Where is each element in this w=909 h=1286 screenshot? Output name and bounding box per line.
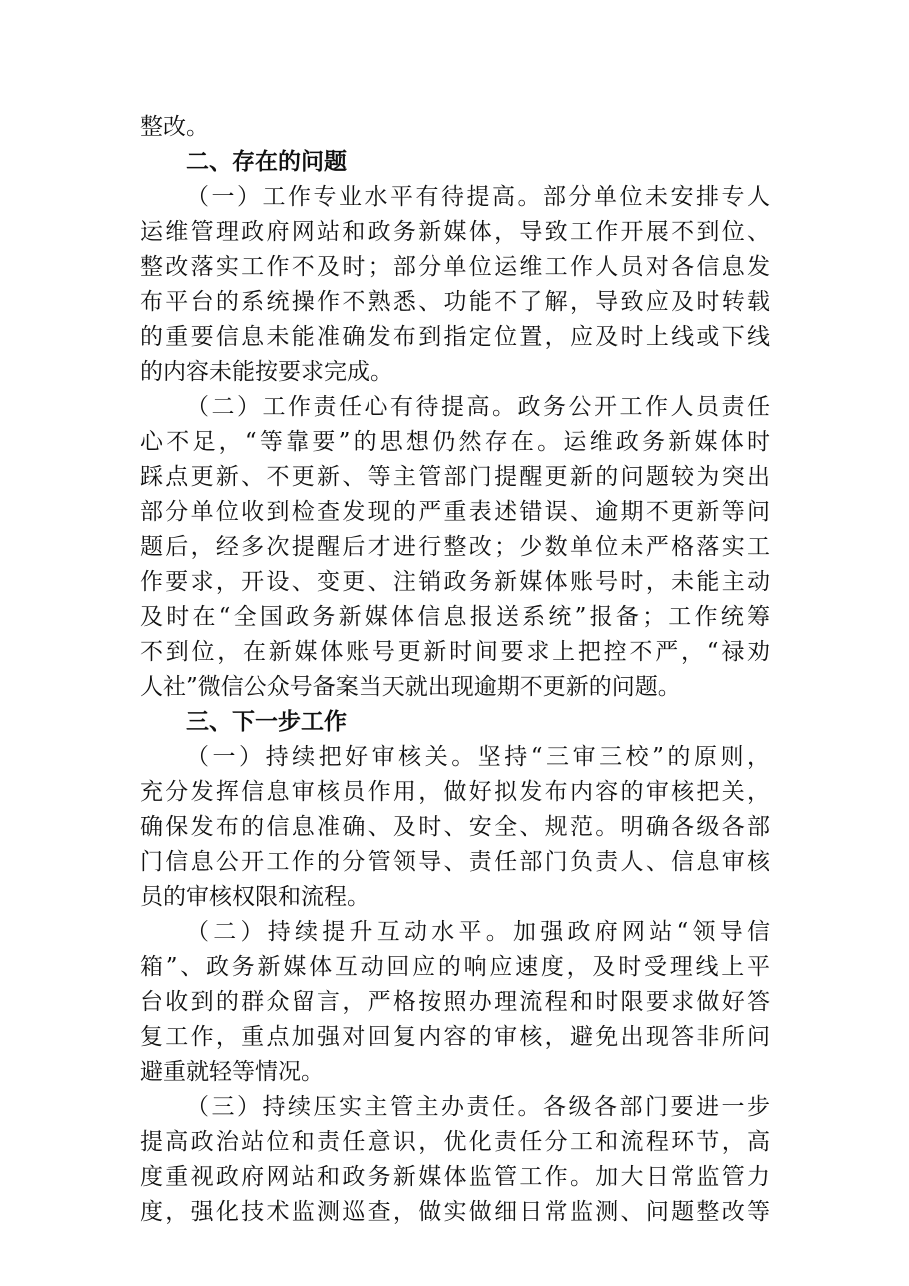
paragraph-line: 整改落实工作不及时；部分单位运维工作人员对各信息发: [140, 254, 770, 280]
paragraph-line: 箱”、政务新媒体互动回应的响应速度，及时受理线上平: [140, 954, 770, 980]
paragraph-line: 门信息公开工作的分管领导、责任部门负责人、信息审核: [140, 849, 770, 875]
paragraph-line: 确保发布的信息准确、及时、安全、规范。明确各级各部: [140, 814, 770, 840]
paragraph-line: 避重就轻等情况。: [140, 1059, 324, 1085]
paragraph-line: 员的审核权限和流程。: [140, 884, 370, 910]
paragraph-line: 题后，经多次提醒后才进行整改；少数单位未严格落实工: [140, 534, 770, 560]
paragraph-line: （二）持续提升互动水平。加强政府网站“领导信: [186, 919, 770, 945]
paragraph-line: 的内容未能按要求完成。: [140, 359, 393, 385]
paragraph-line: 部分单位收到检查发现的严重表述错误、逾期不更新等问: [140, 499, 770, 525]
paragraph-line: 作要求，开设、变更、注销政务新媒体账号时，未能主动: [140, 569, 770, 595]
paragraph-line: 心不足，“等靠要”的思想仍然存在。运维政务新媒体时: [140, 429, 770, 455]
paragraph-line: （一）工作专业水平有待提高。部分单位未安排专人: [186, 184, 770, 210]
section-heading-problems: 二、存在的问题: [186, 149, 347, 175]
paragraph-line: （一）持续把好审核关。坚持“三审三校”的原则，: [186, 744, 770, 770]
paragraph-line: 复工作，重点加强对回复内容的审核，避免出现答非所问: [140, 1024, 770, 1050]
paragraph-line: 踩点更新、不更新、等主管部门提醒更新的问题较为突出: [140, 464, 770, 490]
paragraph-line: 整改。: [140, 114, 209, 140]
paragraph-line: 度，强化技术监测巡查，做实做细日常监测、问题整改等: [140, 1199, 770, 1225]
paragraph-line: 提高政治站位和责任意识，优化责任分工和流程环节，高: [140, 1129, 770, 1155]
paragraph-line: 运维管理政府网站和政务新媒体，导致工作开展不到位、: [140, 219, 770, 245]
paragraph-line: 布平台的系统操作不熟悉、功能不了解，导致应及时转载: [140, 289, 770, 315]
paragraph-line: 人社”微信公众号备案当天就出现逾期不更新的问题。: [140, 674, 681, 700]
paragraph-line: 度重视政府网站和政务新媒体监管工作。加大日常监管力: [140, 1164, 770, 1190]
paragraph-line: （三）持续压实主管主办责任。各级各部门要进一步: [186, 1094, 770, 1120]
section-heading-next-steps: 三、下一步工作: [186, 709, 347, 735]
paragraph-line: （二）工作责任心有待提高。政务公开工作人员责任: [186, 394, 770, 420]
paragraph-line: 充分发挥信息审核员作用，做好拟发布内容的审核把关，: [140, 779, 770, 805]
paragraph-line: 的重要信息未能准确发布到指定位置，应及时上线或下线: [140, 324, 770, 350]
paragraph-line: 不到位，在新媒体账号更新时间要求上把控不严，“禄劝: [140, 639, 770, 665]
paragraph-line: 台收到的群众留言，严格按照办理流程和时限要求做好答: [140, 989, 770, 1015]
paragraph-line: 及时在“全国政务新媒体信息报送系统”报备；工作统筹: [140, 604, 770, 630]
document-body: [140, 110, 770, 1230]
